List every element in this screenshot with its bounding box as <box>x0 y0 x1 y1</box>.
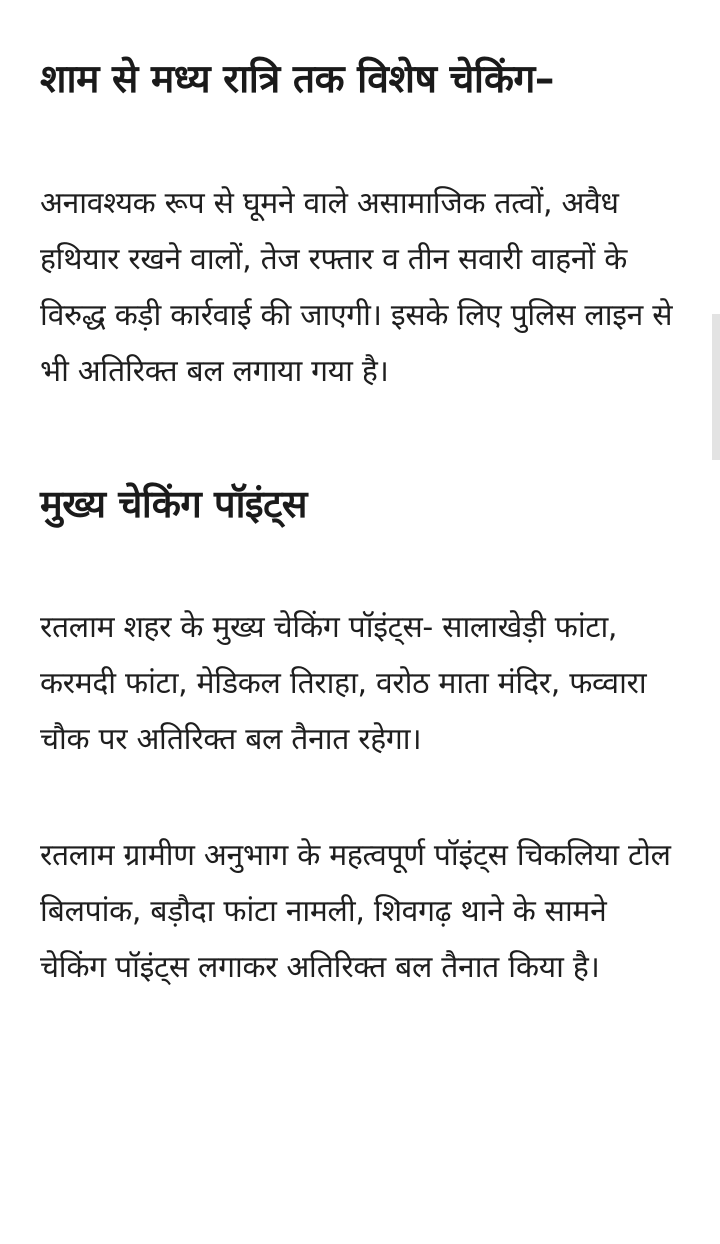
paragraph-city-checking-points: रतलाम शहर के मुख्य चेकिंग पॉइंट्स- सालाखेड़ी फांटा, करमदी फांटा, मेडिकल तिराहा, वरोठ माता मंदिर, फव्वारा चौक पर अतिरिक्त बल तैनात रहेगा। <box>40 610 647 757</box>
paragraph-action-details: अनावश्यक रूप से घूमने वाले असामाजिक तत्वों, अवैध हथियार रखने वालों, तेज रफ्तार व तीन सवारी वाहनों के विरुद्ध कड़ी कार्रवाई की जाएगी। इसके लिए पुलिस लाइन से भी अतिरिक्त बल लगाया गया है। <box>40 186 673 389</box>
scrollbar-thumb[interactable] <box>712 314 720 460</box>
section-heading-special-checking: शाम से मध्य रात्रि तक विशेष चेकिंग– <box>40 57 554 102</box>
article-body <box>40 44 680 996</box>
paragraph-rural-checking-points: रतलाम ग्रामीण अनुभाग के महत्वपूर्ण पॉइंट्स चिकलिया टोल बिलपांक, बड़ौदा फांटा नामली, शिवगढ़ थाने के सामने चेकिंग पॉइंट्स लगाकर अतिरिक्त बल तैनात किया है। <box>40 838 671 985</box>
section-heading-checking-points: मुख्य चेकिंग पॉइंट्स <box>40 482 307 526</box>
